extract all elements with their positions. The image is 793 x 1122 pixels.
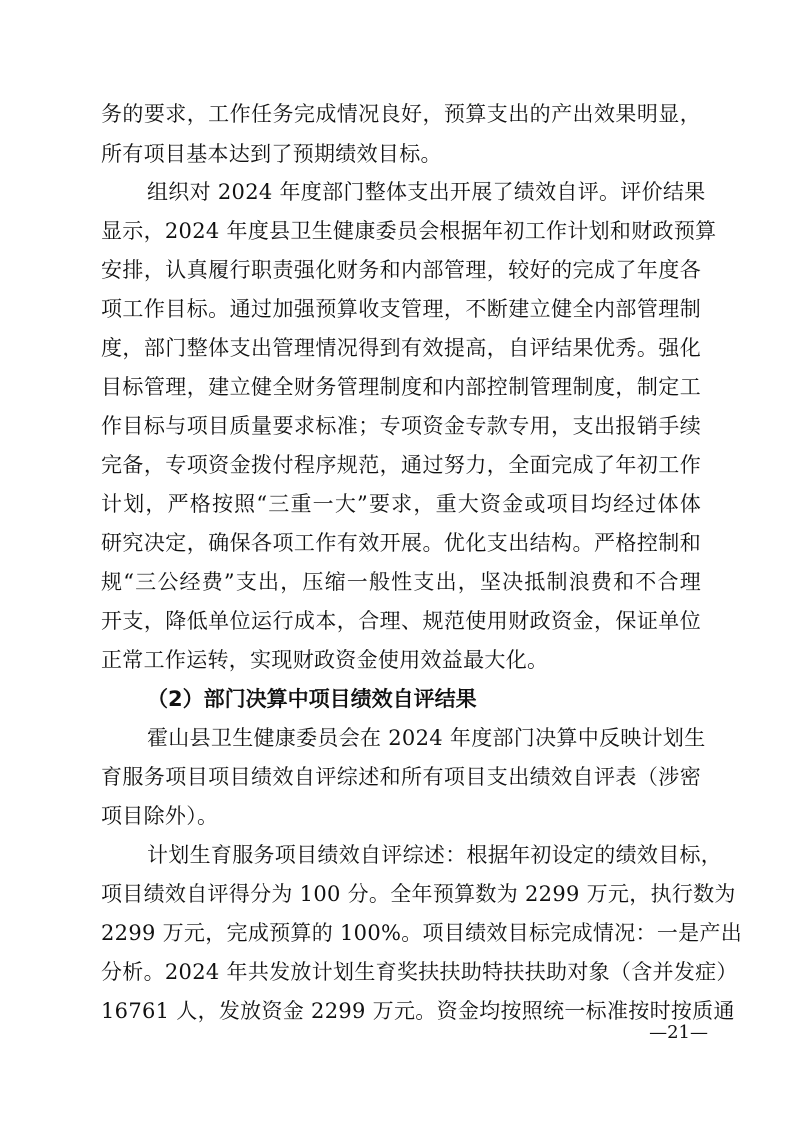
paragraph-line: 项工作目标。通过加强预算收支管理，不断建立健全内部管理制	[101, 297, 701, 321]
page-number: —21—	[649, 1022, 708, 1043]
paragraph-line: 务的要求，工作任务完成情况良好，预算支出的产出效果明显，	[101, 102, 701, 126]
paragraph-line: 目标管理，建立健全财务管理制度和内部控制管理制度，制定工	[101, 375, 701, 399]
section-heading: （2）部门决算中项目绩效自评结果	[147, 687, 477, 711]
paragraph-line: 2299 万元，完成预算的 100%。项目绩效目标完成情况：一是产出	[101, 921, 743, 945]
paragraph-line: 完备，专项资金拨付程序规范，通过努力，全面完成了年初工作	[101, 453, 701, 477]
paragraph-line: 开支，降低单位运行成本，合理、规范使用财政资金，保证单位	[101, 609, 701, 633]
paragraph-line: 计划，严格按照“三重一大”要求，重大资金或项目均经过体体	[101, 492, 701, 516]
paragraph-line: 正常工作运转，实现财政资金使用效益最大化。	[101, 648, 549, 672]
paragraph-line: 霍山县卫生健康委员会在 2024 年度部门决算中反映计划生	[147, 726, 706, 750]
paragraph-line: 显示，2024 年度县卫生健康委员会根据年初工作计划和财政预算	[101, 219, 717, 243]
paragraph-line: 组织对 2024 年度部门整体支出开展了绩效自评。评价结果	[147, 180, 706, 204]
paragraph-line: 所有项目基本达到了预期绩效目标。	[101, 142, 442, 166]
paragraph-line: 16761 人，发放资金 2299 万元。资金均按照统一标准按时按质通	[101, 999, 735, 1023]
paragraph-line: 育服务项目项目绩效自评综述和所有项目支出绩效自评表（涉密	[101, 765, 701, 789]
paragraph-line: 项目绩效自评得分为 100 分。全年预算数为 2299 万元，执行数为	[101, 882, 736, 906]
paragraph-line: 安排，认真履行职责强化财务和内部管理，较好的完成了年度各	[101, 258, 701, 282]
paragraph-line: 规“三公经费”支出，压缩一般性支出，坚决抵制浪费和不合理	[101, 570, 701, 594]
paragraph-line: 分析。2024 年共发放计划生育奖扶扶助特扶扶助对象（含并发症）	[101, 960, 738, 984]
paragraph-line: 项目除外）。	[101, 804, 219, 828]
paragraph-line: 计划生育服务项目绩效自评综述：根据年初设定的绩效目标，	[147, 843, 723, 867]
paragraph-line: 度，部门整体支出管理情况得到有效提高，自评结果优秀。强化	[101, 336, 701, 360]
paragraph-line: 研究决定，确保各项工作有效开展。优化支出结构。严格控制和	[101, 531, 701, 555]
paragraph-line: 作目标与项目质量要求标准；专项资金专款专用，支出报销手续	[101, 414, 701, 438]
